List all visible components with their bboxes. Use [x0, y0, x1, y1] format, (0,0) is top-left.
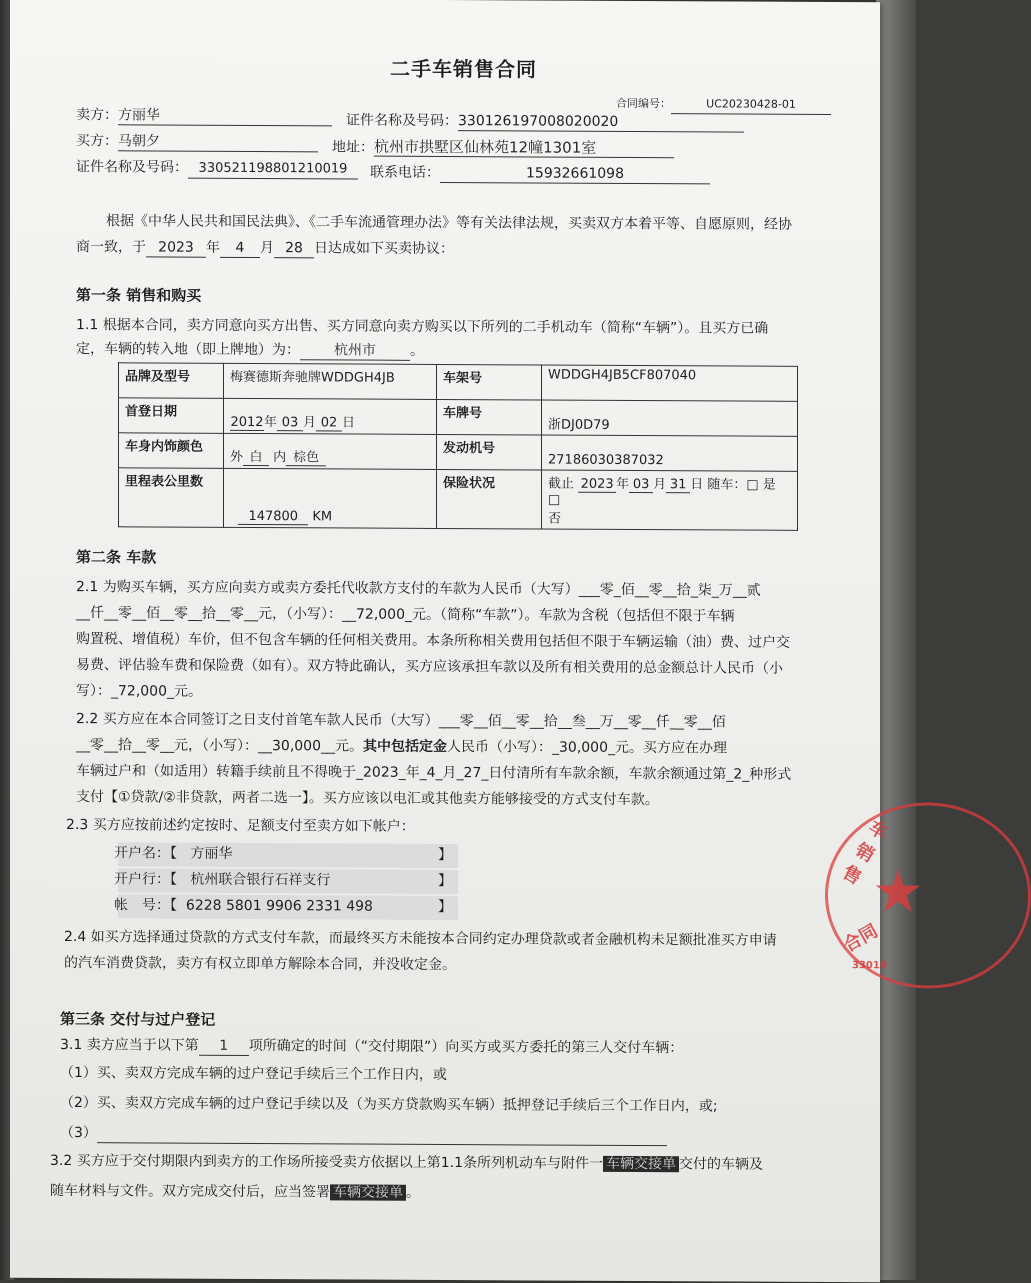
insurance-value [542, 470, 798, 530]
delivery-option-3 [60, 1124, 667, 1146]
insurance-day: 31 [666, 477, 690, 493]
preamble-prefix: 商一致，于 [76, 239, 146, 256]
plate-label: 车牌号 [437, 399, 542, 435]
insurance-year-label: 年 [616, 476, 630, 492]
contract-number-value: UC20230428-01 [671, 95, 831, 115]
preamble-line-2 [76, 238, 454, 259]
account-bank-label: 开户行：【 [114, 871, 177, 888]
reg-day-label: 日 [342, 415, 356, 431]
clause-2-4-line-1: 2.4 如买方选择通过贷款的方式支付车款，而最终买方未能按本合同约定办理贷款或者金融机构未足额批准买方申请 [64, 929, 777, 949]
contract-number-label: 合同编号： [616, 96, 671, 111]
clause-3-2-line-1a: 3.2 买方应于交付期限内到卖方的工作场所接受卖方依据以上第1.1条所列机动车与附件一 [50, 1152, 603, 1172]
seal-code: 33010 [852, 960, 887, 972]
clause-3-2-line-2b: 。 [406, 1184, 420, 1201]
first-registration-value [224, 398, 437, 434]
reg-year-label: 年 [264, 415, 278, 431]
seller-id-line [346, 111, 744, 132]
buyer-line [76, 132, 318, 152]
delivery-option-3-blank [97, 1124, 667, 1146]
interior-label: 内 [273, 450, 287, 466]
reg-day: 02 [316, 415, 342, 431]
account-number-line [114, 896, 373, 915]
background-right-edge [876, 0, 916, 1280]
vin-value: WDDGH4JB5CF807040 [542, 365, 798, 401]
deposit-emphasis: 其中包括定金 [363, 738, 447, 756]
insurance-label: 保险状况 [437, 469, 542, 529]
buyer-id-label: 证件名称及号码： [76, 159, 188, 176]
account-number-label: 帐 号：【 [114, 897, 177, 914]
exterior-label: 外 [230, 449, 244, 465]
seal-star-icon: ★ [872, 857, 924, 926]
clause-2-2-line-1: 2.2 买方应在本合同签订之日支付首笔车款人民币（大写）___零__佰__零__拾__叁__万__零__仟__零__佰 [76, 711, 726, 731]
agreement-month: 4 [220, 239, 260, 258]
insurance-no-option: 否 [548, 511, 562, 527]
plate-value: 浙DJ0D79 [542, 400, 798, 436]
registration-city: 杭州市 [300, 341, 410, 361]
engine-label: 发动机号 [437, 434, 542, 470]
article-2-heading: 第二条 车款 [76, 548, 157, 567]
delivery-option-2: （2）买、卖双方完成车辆的过户登记手续以及（为买方贷款购买车辆）抵押登记手续后三个工作日内，或; [60, 1094, 718, 1115]
page-title: 二手车销售合同 [390, 56, 537, 82]
delivery-option-number: 1 [199, 1037, 249, 1056]
handover-form-highlight: 车辆交接单 [603, 1156, 679, 1172]
buyer-phone-line [370, 164, 710, 185]
article-3-heading: 第三条 交付与过户登记 [60, 1009, 216, 1029]
seller-id-label: 证件名称及号码： [346, 112, 458, 130]
first-registration-label: 首登日期 [119, 398, 224, 434]
clause-3-1-prefix: 3.1 卖方应当于以下第 [60, 1036, 199, 1054]
vin-label: 车架号 [437, 364, 542, 400]
reg-year: 2012 [230, 414, 264, 431]
account-name-label: 开户名：【 [114, 845, 177, 862]
clause-2-3: 2.3 买方应按前述约定按时、足额支付至卖方如下帐户： [66, 817, 415, 835]
clause-2-1-line-2: __仟__零__佰__零__拾__零__元，（小写）：__72,000_元。（简称“车款”）。车款为含税（包括但不限于车辆 [76, 605, 735, 625]
seller-name: 方丽华 [118, 106, 332, 126]
exterior-color: 白 [243, 446, 269, 466]
delivery-option-3-label: （3） [60, 1124, 97, 1142]
reg-month: 03 [277, 415, 303, 431]
seller-label: 卖方： [76, 107, 118, 124]
clause-3-2-line-2 [50, 1182, 420, 1202]
agreement-day: 28 [274, 239, 314, 258]
clause-3-1-suffix: 项所确定的时间（“交付期限”）向买方或买方委托的第三人交付车辆： [248, 1037, 684, 1057]
buyer-id-line [76, 158, 358, 179]
account-bank: 杭州联合银行石祥支行 [190, 871, 331, 889]
month-label: 月 [260, 240, 274, 257]
insurance-month: 03 [629, 477, 653, 493]
mileage-unit: KM [312, 509, 333, 525]
buyer-address-line [332, 137, 674, 158]
mileage-value [224, 468, 437, 528]
insurance-year: 2023 [578, 477, 616, 493]
seal-text-bottom: 合同 [839, 920, 882, 957]
account-name-line [114, 844, 232, 863]
clause-1-1-line-2 [76, 340, 424, 361]
clause-2-2-line-2a: __零__拾__零__元，（小写）：__30,000__元。 [76, 737, 363, 755]
seal-text-top: 车销售 [838, 816, 891, 890]
clause-1-1-line-1: 1.1 根据本合同，卖方同意向买方出售、买方同意向卖方购买以下所列的二手机动车（简称“车辆”）。且买方已确 [76, 317, 769, 337]
table-row [119, 398, 798, 437]
clause-3-2-line-1 [50, 1152, 763, 1174]
clause-2-2-line-2 [76, 736, 727, 757]
buyer-address: 杭州市拱墅区仙林苑12幢1301室 [374, 138, 674, 159]
clause-2-1-line-3: 购置税、增值税）车价，但不包含车辆的任何相关费用。本条所称相关费用包括但不限于车辆运输（油）费、过户交 [76, 631, 790, 651]
address-label: 地址： [332, 139, 374, 156]
seller-id-number: 330126197008020020 [458, 112, 744, 132]
buyer-id-number: 330521198801210019 [188, 160, 358, 180]
preamble-line-1: 根据《中华人民共和国民法典》、《二手车流通管理办法》等有关法律法规，买卖双方本着平等、自愿原则，经协 [106, 213, 792, 233]
buyer-label: 买方： [76, 133, 118, 150]
delivery-option-1: （1）买、卖双方完成车辆的过户登记手续后三个工作日内，或 [60, 1064, 447, 1084]
insurance-month-label: 月 [653, 477, 667, 493]
insurance-follow-car: 随车：□ 是 □ [548, 477, 776, 508]
table-row [119, 433, 798, 472]
clause-2-1-line-1: 2.1 为购买车辆，买方应向卖方或卖方委托代收款方支付的车款为人民币（大写）___零_佰__零__拾_柒_万__贰 [76, 579, 761, 599]
agreement-year: 2023 [146, 238, 206, 257]
interior-color: 棕色 [286, 446, 326, 466]
table-row [119, 363, 798, 402]
contract-page [10, 0, 924, 1282]
clause-2-2-line-2c: 人民币（小写）：_30,000_元。买方应在办理 [447, 739, 727, 757]
clause-3-1 [60, 1036, 683, 1058]
bracket-close: 】 [438, 898, 452, 916]
clause-3-2-line-2a: 随车材料与文件。双方完成交付后，应当签署 [50, 1182, 330, 1201]
account-name: 方丽华 [190, 845, 233, 862]
article-1-heading: 第一条 销售和购买 [76, 286, 202, 305]
clause-2-4-line-2: 的汽车消费贷款，卖方有权立即单方解除本合同，并没收定金。 [64, 955, 456, 974]
bracket-close: 】 [438, 872, 452, 890]
insurance-day-label: 日 [690, 477, 704, 493]
buyer-phone: 15932661098 [440, 164, 710, 184]
contract-number [616, 95, 831, 115]
color-value [224, 433, 437, 469]
mileage-number: 147800 [238, 509, 308, 525]
phone-label: 联系电话： [370, 164, 440, 181]
table-row [119, 468, 798, 531]
buyer-name: 马朝夕 [118, 132, 318, 152]
vehicle-info-table [118, 362, 798, 531]
clause-2-2-line-3: 车辆过户和（如适用）转籍手续前且不得晚于_2023_年_4_月_27_日付清所有车款余额，车款余额通过第_2_种形式 [76, 763, 792, 783]
year-label: 年 [206, 239, 220, 256]
account-bank-line [114, 870, 330, 889]
clause-2-2-line-4: 支付【①贷款/②非贷款，两者二选一】。买方应该以电汇或其他卖方能够接受的方式支付车款。 [76, 789, 659, 809]
reg-month-label: 月 [303, 415, 317, 431]
clause-2-1-line-4: 易费、评估验车费和保险费（如有）。双方特此确认，买方应该承担车款以及所有相关费用的总金额总计人民币（小 [76, 657, 783, 677]
color-label: 车身内饰颜色 [119, 433, 224, 469]
preamble-suffix: 日达成如下买卖协议： [314, 240, 454, 258]
handover-form-highlight: 车辆交接单 [330, 1184, 406, 1200]
engine-value: 27186030387032 [542, 435, 798, 471]
clause-3-2-line-1b: 交付的车辆及 [678, 1156, 763, 1173]
clause-2-1-line-5: 写）：_72,000_元。 [76, 683, 202, 700]
insurance-prefix: 截止 [548, 476, 575, 492]
clause-1-1-suffix: 。 [410, 342, 424, 359]
model-value: 梅赛德斯奔驰牌WDDGH4JB [224, 363, 437, 399]
bracket-close: 】 [438, 846, 452, 864]
mileage-label: 里程表公里数 [119, 468, 224, 528]
clause-1-1-prefix: 定，车辆的转入地（即上牌地）为： [76, 341, 300, 359]
account-number: 6228 5801 9906 2331 498 [185, 897, 373, 915]
seller-line [76, 106, 332, 126]
model-label: 品牌及型号 [119, 363, 224, 399]
